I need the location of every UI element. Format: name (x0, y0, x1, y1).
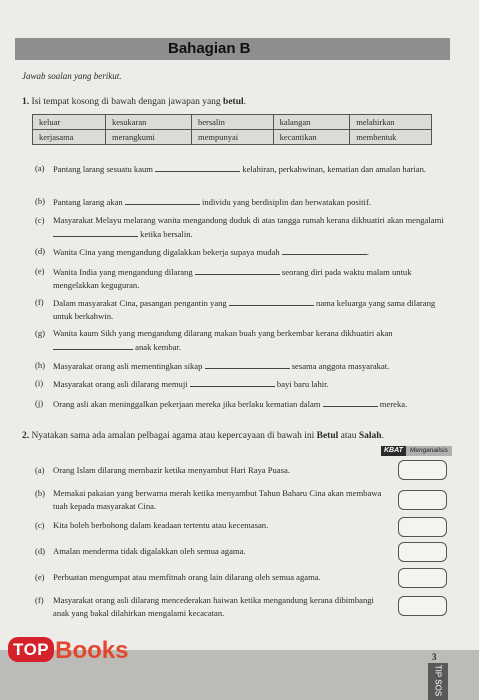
item-text: ketika bersalin. (138, 228, 193, 239)
fill-item-a (35, 162, 445, 176)
word-cell: merangkumi (105, 130, 191, 145)
item-label: (a) (35, 465, 45, 475)
fill-item-f (35, 296, 445, 322)
question-2-text: Nyatakan sama ada amalan pelbagai agama atau kepercayaan di bawah ini (31, 431, 317, 441)
item-text: Orang asli akan meninggalkan pekerjaan mereka jika berlaku kematian dalam (53, 399, 323, 409)
answer-blank[interactable] (53, 340, 133, 350)
tf-item-f (35, 594, 385, 619)
item-text: Kita boleh berbohong dalam keadaan tertentu atau kecemasan. (53, 520, 269, 530)
word-cell: kecantikan (273, 130, 350, 145)
question-2-option-true: Betul (316, 431, 339, 441)
side-tab-label: TIP SOS (433, 664, 443, 697)
answer-box[interactable] (398, 517, 447, 537)
answer-box[interactable] (398, 542, 447, 562)
answer-blank[interactable] (195, 265, 280, 275)
instruction-text: Jawab soalan yang berikut. (22, 71, 122, 81)
item-text: Wanita India yang mengandung dilarang (53, 267, 195, 277)
fill-item-j (35, 397, 445, 411)
fill-item-g (35, 327, 445, 353)
word-bank-table (32, 114, 432, 145)
item-text: Masyarakat Melayu melarang wanita mengandung duduk di atas tangga rumah kerana dikhuatiri akan mengalami (53, 215, 444, 225)
question-2-text: atau (338, 431, 359, 441)
answer-blank[interactable] (323, 397, 378, 407)
item-text: Memakai pakaian yang berwarna merah ketika menyambut Tahun Baharu Cina akan membawa tuah kepada masyarakat Cina. (53, 488, 382, 511)
answer-blank[interactable] (125, 195, 200, 205)
item-text: Pantang larang akan (53, 197, 125, 207)
item-label: (e) (35, 266, 45, 276)
fill-item-c (35, 214, 445, 240)
item-label: (g) (35, 328, 46, 338)
item-text: Pantang larang sesuatu kaum (53, 164, 156, 174)
item-label: (b) (35, 196, 46, 206)
word-cell: kerjasama (33, 130, 106, 145)
skill-label: Menganalisis (406, 446, 452, 456)
tf-item-d (35, 545, 385, 558)
answer-box[interactable] (398, 460, 447, 480)
fill-item-i (35, 377, 445, 391)
answer-blank[interactable] (155, 162, 240, 172)
answer-blank[interactable] (205, 359, 290, 369)
item-text: individu yang berdisiplin dan berwatakan positif. (199, 197, 371, 207)
question-1-emphasis: betul (223, 97, 244, 107)
logo-books: Books (55, 637, 129, 664)
item-text: Masyarakat orang asli mementingkan sikap (53, 361, 205, 371)
section-title: Bahagian B (168, 40, 251, 57)
fill-item-h (35, 359, 445, 373)
item-label: (d) (35, 546, 46, 556)
word-cell: kalangan (273, 115, 350, 130)
question-2-end: . (381, 431, 384, 441)
item-text: mereka. (377, 399, 408, 409)
answer-box[interactable] (398, 596, 447, 616)
item-text: seorang diri pada waktu malam untuk mengelakkan keguguran. (53, 267, 412, 290)
item-text: . (366, 247, 370, 257)
item-text: bayi baru lahir. (274, 379, 329, 389)
question-2-number: 2. (22, 431, 30, 441)
item-text: Masyarakat orang asli dilarang mencederakan haiwan ketika mengandung kerana dibimbangi anak yang bakal dilahirkan mengalami kecacatan. (53, 595, 374, 618)
word-bank-row (33, 115, 432, 130)
question-1-end: . (243, 97, 246, 107)
item-text: kelahiran, perkahwinan, kematian dan amalan harian. (240, 164, 427, 174)
topbooks-logo (8, 637, 129, 665)
logo-top: TOP (8, 637, 54, 662)
fill-item-d (35, 245, 445, 259)
item-label: (c) (35, 215, 45, 225)
answer-box[interactable] (398, 490, 447, 510)
kbat-badge (381, 446, 452, 456)
answer-box[interactable] (398, 568, 447, 588)
answer-blank[interactable] (190, 377, 275, 387)
answer-blank[interactable] (53, 227, 138, 237)
item-label: (d) (35, 246, 46, 256)
item-label: (c) (35, 520, 45, 530)
tf-item-c (35, 519, 385, 532)
item-label: (f) (35, 595, 44, 605)
item-text: Wanita Cina yang mengandung digalakkan bekerja supaya mudah (53, 247, 282, 257)
item-text: Perbuatan mengumpat atau memfitnah orang lain dilarang oleh semua agama. (53, 572, 321, 582)
fill-item-b (35, 195, 445, 209)
item-text: Wanita kaum Sikh yang mengandung dilarang makan buah yang berkembar kerana dikhuatiri akan (53, 328, 393, 338)
item-label: (e) (35, 572, 45, 582)
word-cell: melahirkan (350, 115, 432, 130)
question-1-prompt (22, 97, 246, 107)
tf-item-e (35, 571, 385, 584)
question-1-text: Isi tempat kosong di bawah dengan jawapan yang (31, 97, 224, 107)
fill-item-e (35, 265, 445, 291)
word-bank-row (33, 130, 432, 145)
answer-blank[interactable] (229, 296, 314, 306)
item-text: Dalam masyarakat Cina, pasangan pengantin yang (53, 298, 229, 308)
page-number: 3 (432, 652, 437, 662)
item-text: nama keluarga yang sama dilarang untuk berkahwin. (53, 298, 436, 321)
question-1-number: 1. (22, 97, 30, 107)
item-text: sesama anggota masyarakat. (289, 361, 390, 371)
side-tab (428, 663, 448, 700)
item-text: Masyarakat orang asli dilarang memuji (53, 379, 190, 389)
item-label: (j) (35, 398, 44, 408)
item-text: anak kembar. (133, 341, 181, 352)
item-label: (f) (35, 297, 44, 307)
word-cell: membentuk (350, 130, 432, 145)
word-cell: keluar (33, 115, 106, 130)
answer-blank[interactable] (282, 245, 370, 257)
item-text: Orang Islam dilarang membazir ketika menyambut Hari Raya Puasa. (53, 465, 290, 475)
item-text: Amalan menderma tidak digalakkan oleh semua agama. (53, 546, 246, 556)
item-label: (i) (35, 378, 44, 388)
item-label: (a) (35, 163, 45, 173)
word-cell: bersalin (191, 115, 273, 130)
tf-item-a (35, 464, 385, 477)
word-cell: mempunyai (191, 130, 273, 145)
question-2-prompt (22, 431, 384, 441)
question-2-option-false: Salah (358, 431, 382, 441)
item-label: (h) (35, 360, 46, 370)
tf-item-b (35, 487, 385, 512)
kbat-label: KBAT (381, 446, 406, 456)
word-cell: kesukaran (105, 115, 191, 130)
item-label: (b) (35, 488, 46, 498)
